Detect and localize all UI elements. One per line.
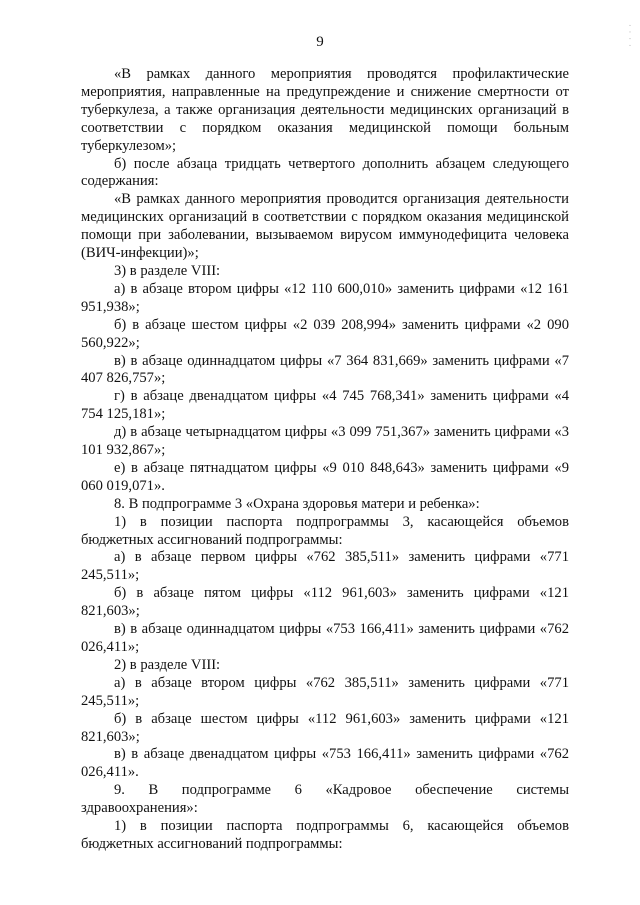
paragraph-p3-item-a: а) в абзаце первом цифры «762 385,511» заменить цифрами «771 245,511»; (81, 549, 569, 584)
paragraph-s8-item-a: а) в абзаце втором цифры «762 385,511» заменить цифрами «771 245,511»; (81, 674, 569, 709)
paragraph-p3-item-b: б) в абзаце пятом цифры «112 961,603» заменить цифрами «121 821,603»; (81, 585, 569, 620)
paragraph-section-viii-heading-2: 2) в разделе VIII: (114, 656, 221, 673)
paragraph-add-abzac: б) после абзаца тридцать четвертого дополнить абзацем следующего содержания: (81, 155, 569, 190)
paragraph-section-viii-heading: 3) в разделе VIII: (114, 262, 221, 279)
paragraph-item-e: е) в абзаце пятнадцатом цифры «9 010 848,643» заменить цифрами «9 060 019,071». (81, 459, 569, 494)
paragraph-item-v: в) в абзаце одиннадцатом цифры «7 364 831,669» заменить цифрами «7 407 826,757»; (81, 352, 569, 387)
paragraph-hiv-quote: «В рамках данного мероприятия проводится организация деятельности медицинских организаций в соответствии с порядком оказания медицинской помощи при заболевании, вызываемом вирусом иммунодефицита человека (ВИЧ-инфекции)»; (81, 191, 569, 262)
paragraph-item-b: б) в абзаце шестом цифры «2 039 208,994» заменить цифрами «2 090 560,922»; (81, 316, 569, 351)
paragraph-subprogram-3: 8. В подпрограмме 3 «Охрана здоровья матери и ребенка»: (114, 495, 480, 512)
paragraph-item-d: д) в абзаце четырнадцатом цифры «3 099 751,367» заменить цифрами «3 101 932,867»; (81, 424, 569, 459)
paragraph-subprogram-6: 9. В подпрограмме 6 «Кадровое обеспечение системы здравоохранения»: (81, 782, 569, 817)
paragraph-passport-3: 1) в позиции паспорта подпрограммы 3, касающейся объемов бюджетных ассигнований подпрограммы: (81, 513, 569, 548)
paragraph-tuberculosis-quote: «В рамках данного мероприятия проводятся профилактические мероприятия, направленные на предупреждение и снижение смертности от туберкулеза, а также организация деятельности медицинских организаций в соответствии с порядком оказания медицинской помощи больным туберкулезом»; (81, 66, 569, 154)
margin-mark: · · · · (625, 24, 634, 48)
document-body (81, 66, 569, 854)
paragraph-item-a: а) в абзаце втором цифры «12 110 600,010» заменить цифрами «12 161 951,938»; (81, 280, 569, 315)
page-number: 9 (316, 34, 324, 50)
paragraph-item-g: г) в абзаце двенадцатом цифры «4 745 768,341» заменить цифрами «4 754 125,181»; (81, 388, 569, 423)
paragraph-s8-item-b: б) в абзаце шестом цифры «112 961,603» заменить цифрами «121 821,603»; (81, 710, 569, 745)
paragraph-p3-item-v: в) в абзаце одиннадцатом цифры «753 166,411» заменить цифрами «762 026,411»; (81, 621, 569, 655)
paragraph-s8-item-v: в) в абзаце двенадцатом цифры «753 166,411» заменить цифрами «762 026,411». (81, 746, 569, 781)
paragraph-passport-6: 1) в позиции паспорта подпрограммы 6, касающейся объемов бюджетных ассигнований подпрограммы: (81, 818, 569, 852)
